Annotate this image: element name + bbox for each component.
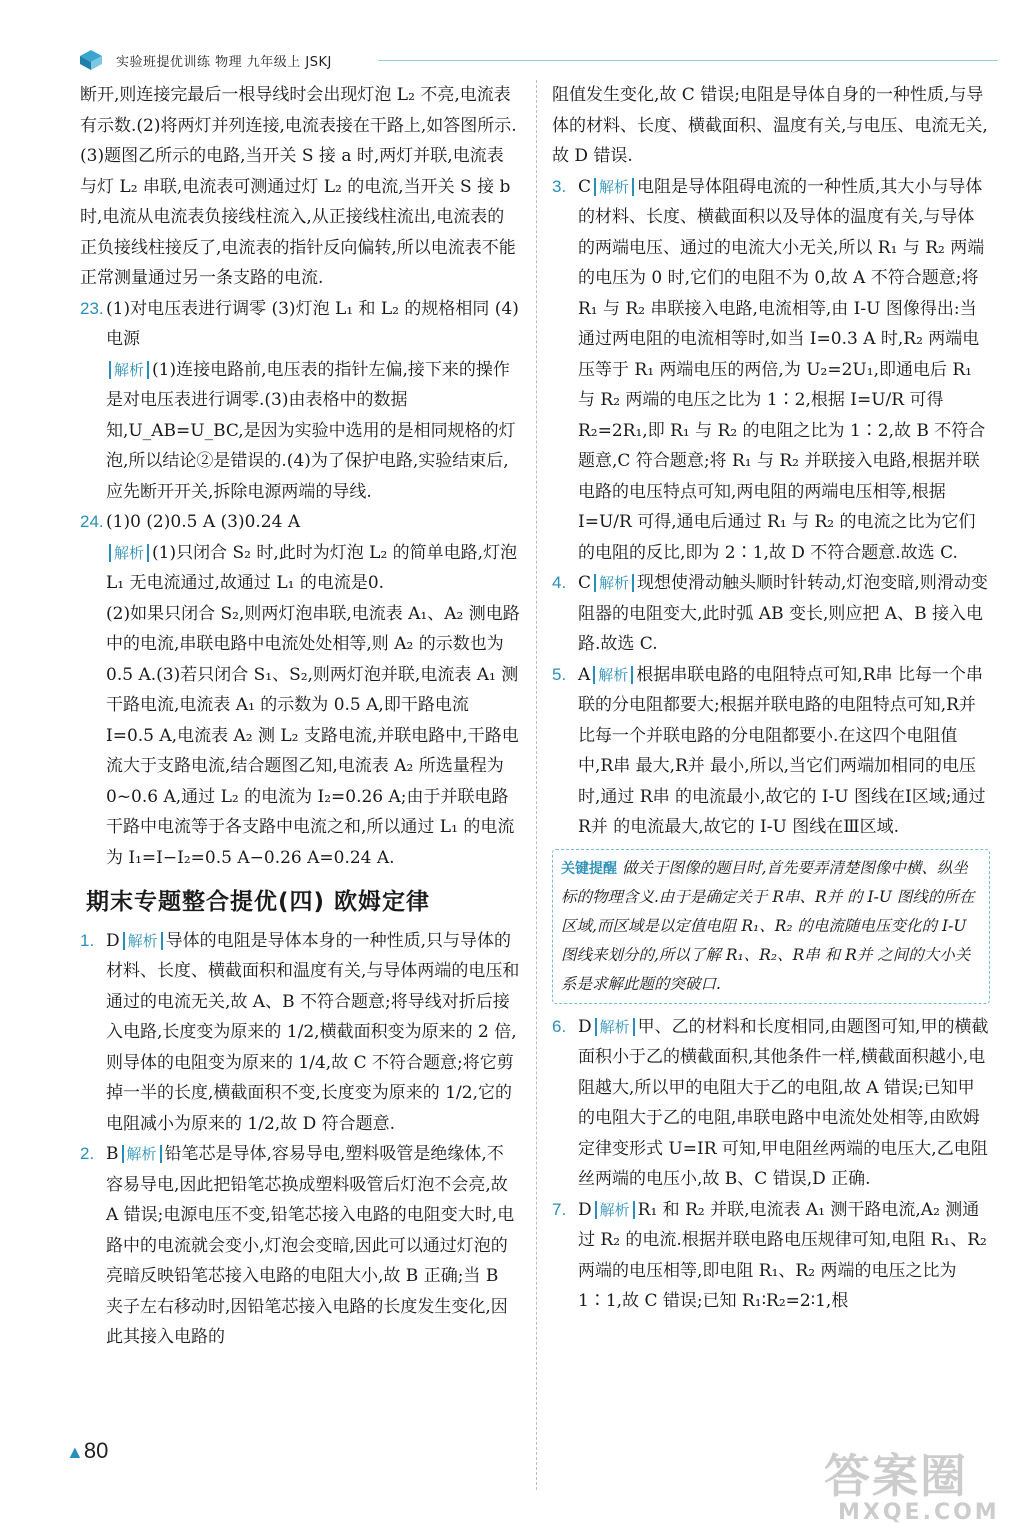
analysis-text: 电阻是导体阻碍电流的一种性质,其大小与导体的材料、长度、横截面积以及导体的温度有关,与导体的两端电压、通过的电流大小无关,所以 R₁ 与 R₂ 两端的电压为 0 时,它们的电阻不为 0,故 A 不符合题意;将 R₁ 与 R₂ 串联接入电路,电流相等,由 I-U 图像得出:当通过两电阻的电流相等时,如当 I=0.3 A 时,R₂ 两端电压等于 R₁ 两端电压的两倍,为 U₂=2U₁,即通电后 R₁ 与 R₂ 两端的电压之比为 1∶2,根据 I=U/R 可得 R₂=2R₁,即 R₁ 与 R₂ 的电阻之比为 1∶2,故 B 不符合题意,C 符合题意;将 R₁ 与 R₂ 并联接入电路,根据并联电路的电压特点可知,两电阻的两端电压相等,根据 I=U/R 可得,通电后通过 R₁ 与 R₂ 的电流之比为它们的电阻的反比,即为 2∶1,故 D 不符合题意.故选 C. xyxy=(578,176,986,563)
question-number: 23. xyxy=(80,298,104,318)
page-header xyxy=(78,46,998,76)
analysis-text: 导体的电阻是导体本身的一种性质,只与导体的材料、长度、横截面积和温度有关,与导体两端的电压和通过的电流无关,故 A、B 不符合题意;将导线对折后接入电路,长度变为原来的 1/2,横截面积变为原来的 2 倍,则导体的电阻变为原来的 1/4,故 C 不符合题意;将它剪掉一半的长度,横截面积不变,长度变为原来的 1/2,它的电阻减小为原来的 1/2,故 D 符合题意. xyxy=(106,930,520,1134)
question-number: 3. xyxy=(552,176,567,196)
analysis-text: 根据串联电路的电阻特点可知,R串 比每一个串联的分电阻都要大;根据并联电路的电阻特点可知,R并 比每一个并联电路的分电阻都要小.在这四个电阻值中,R串 最大,R并 最小,所以,当它们两端加相同的电压时,通过 R串 的电流最小,故它的 I-U 图线在Ⅰ区域;通过 R并 的电流最大,故它的 I-U 图线在Ⅲ区域. xyxy=(578,664,986,837)
answer-letter: D xyxy=(106,930,120,951)
key-tip-box xyxy=(552,849,990,1004)
answer-text: (1)0 (2)0.5 A (3)0.24 A xyxy=(106,512,301,532)
analysis-text: 甲、乙的材料和长度相同,由题图可知,甲的横截面积小于乙的横截面积,其他条件一样,横截面积越小,电阻越大,所以甲的电阻大于乙的电阻,故 A 错误;已知甲的电阻大于乙的电阻,串联电路中电流处处相等,由欧姆定律变形式 U=IR 可知,甲电阻丝两端的电压大,乙电阻丝两端的电压小,故 B、C 错误,D 正确. xyxy=(578,1016,989,1189)
question-5 xyxy=(552,660,990,843)
book-logo-icon xyxy=(78,48,104,72)
question-4 xyxy=(552,568,990,660)
right-column xyxy=(552,80,990,1317)
analysis-tag: 解析 xyxy=(594,574,634,592)
question-number: 24. xyxy=(80,512,104,531)
question-number: 6. xyxy=(552,1016,567,1036)
column-divider xyxy=(536,80,537,1490)
question-number: 1. xyxy=(80,930,95,950)
analysis-tag: 解析 xyxy=(122,1145,162,1163)
question-2 xyxy=(80,1139,520,1353)
question-number: 5. xyxy=(552,664,567,684)
watermark-logo: 答案圈 xyxy=(824,1449,968,1503)
question-1 xyxy=(80,926,520,1140)
question-6 xyxy=(552,1012,990,1195)
answer-letter: C xyxy=(578,573,592,593)
answer-letter: B xyxy=(106,1144,119,1164)
header-rule xyxy=(378,60,998,61)
analysis-text: 现想使滑动触头顺时针转动,灯泡变暗,则滑动变阻器的电阻变大,此时弧 AB 变长,则应把 A、B 接入电路.故选 C. xyxy=(578,573,988,654)
analysis-tag: 解析 xyxy=(595,1201,635,1219)
question-number: 7. xyxy=(552,1199,567,1219)
answer-text: (1)对电压表进行调零 (3)灯泡 L₁ 和 L₂ 的规格相同 (4)电源 xyxy=(106,298,519,349)
analysis-text: (1)连接电路前,电压表的指针左偏,接下来的操作是对电压表进行调零.(3)由表格中的数据知,U_AB=U_BC,是因为实验中选用的是相同规格的灯泡,所以结论②是错误的.(4)为了保护电路,实验结束后,应先断开开关,拆除电源两端的导线. xyxy=(106,359,516,502)
analysis-text-2: (2)如果只闭合 S₂,则两灯泡串联,电流表 A₁、A₂ 测电路中的电流,串联电路中电流处处相等,则 A₂ 的示数也为 0.5 A.(3)若只闭合 S₁、S₂,则两灯泡并联,电流表 A₁ 测干路电流,电流表 A₁ 的示数为 0.5 A,即干路电流 I=0.5 A,电流表 A₂ 测 L₂ 支路电流,并联电路中,干路电流大于支路电流,结合题图乙知,电流表 A₂ 所选量程为 0~0.6 A,通过 L₂ 的电流为 I₂=0.26 A;由于并联电路干路中电流等于各支路中电流之和,所以通过 L₁ 的电流为 I₁=I−I₂=0.5 A−0.26 A=0.24 A. xyxy=(106,603,520,868)
question-7 xyxy=(552,1195,990,1317)
section-title: 期末专题整合提优(四) 欧姆定律 xyxy=(86,889,431,915)
question-number: 2. xyxy=(80,1144,95,1163)
analysis-tag: 解析 xyxy=(595,1018,635,1036)
answer-letter: C xyxy=(578,176,592,197)
watermark-url: MXQE.COM xyxy=(838,1500,1000,1525)
left-column xyxy=(80,80,520,1353)
page-number-text: 80 xyxy=(83,1438,109,1463)
key-tip-label: 关键提醒 xyxy=(561,859,617,876)
analysis-tag: 解析 xyxy=(123,932,163,950)
page-number xyxy=(66,1438,108,1464)
question-number: 4. xyxy=(552,573,567,592)
question-23 xyxy=(80,294,520,508)
continued-text: 断开,则连接完最后一根导线时会出现灯泡 L₂ 不亮,电流表有示数.(2)将两灯并列连接,电流表接在干路上,如答图所示.(3)题图乙所示的电路,当开关 S 接 a 时,两灯并联,电流表与灯 L₂ 串联,电流表可测通过灯 L₂ 的电流,当开关 S 接 b 时,电流从电流表负接线柱流入,从正接线柱流出,电流表的正负接线柱接反了,电流表的指针反向偏转,所以电流表不能正常测量通过另一条支路的电流. xyxy=(80,85,517,288)
analysis-tag: 解析 xyxy=(593,666,633,684)
question-3 xyxy=(552,172,990,569)
analysis-text: 铅笔芯是导体,容易导电,塑料吸管是绝缘体,不容易导电,因此把铅笔芯换成塑料吸管后灯泡不会亮,故 A 错误;电源电压不变,铅笔芯接入电路的电阻变大时,电路中的电流就会变小,灯泡会变暗,因此可以通过灯泡的亮暗反映铅笔芯接入电路的电阻大小,故 B 正确;当 B 夹子左右移动时,因铅笔芯接入电路的长度发生变化,因此其接入电路的 xyxy=(106,1144,515,1347)
key-tip-text: 做关于图像的题目时,首先要弄清楚图像中横、纵坐标的物理含义.由于是确定关于 R串、R并 的 I-U 图线的所在区域,而区域是以定值电阻 R₁、R₂ 的电流随电压变化的 I-U 图线来划分的,所以了解 R₁、R₂、R串 和 R并 之间的大小关系是求解此题的突破口. xyxy=(561,858,975,993)
analysis-tag: 解析 xyxy=(594,178,634,196)
header-title: 实验班提优训练 物理 九年级上 JSKJ xyxy=(116,55,332,70)
question-24 xyxy=(80,507,520,873)
answer-letter: D xyxy=(578,1016,592,1037)
up-arrow-icon: ▲ xyxy=(66,1442,84,1462)
analysis-text: (1)只闭合 S₂ 时,此时为灯泡 L₂ 的简单电路,灯泡 L₁ 无电流通过,故通过 L₁ 的电流是0. xyxy=(106,542,518,593)
analysis-tag: 解析 xyxy=(109,544,149,562)
analysis-tag: 解析 xyxy=(109,361,149,379)
continued-text: 阻值发生变化,故 C 错误;电阻是导体自身的一种性质,与导体的材料、长度、横截面积、温度有关,与电压、电流无关,故 D 错误. xyxy=(552,85,988,166)
answer-letter: A xyxy=(578,664,591,685)
analysis-text: R₁ 和 R₂ 并联,电流表 A₁ 测干路电流,A₂ 测通过 R₂ 的电流.根据并联电路电压规律可知,电阻 R₁、R₂ 两端的电压相等,即电阻 R₁、R₂ 两端的电压之比为 1∶1,故 C 错误;已知 R₁∶R₂=2∶1,根 xyxy=(578,1199,987,1311)
answer-letter: D xyxy=(578,1199,592,1220)
